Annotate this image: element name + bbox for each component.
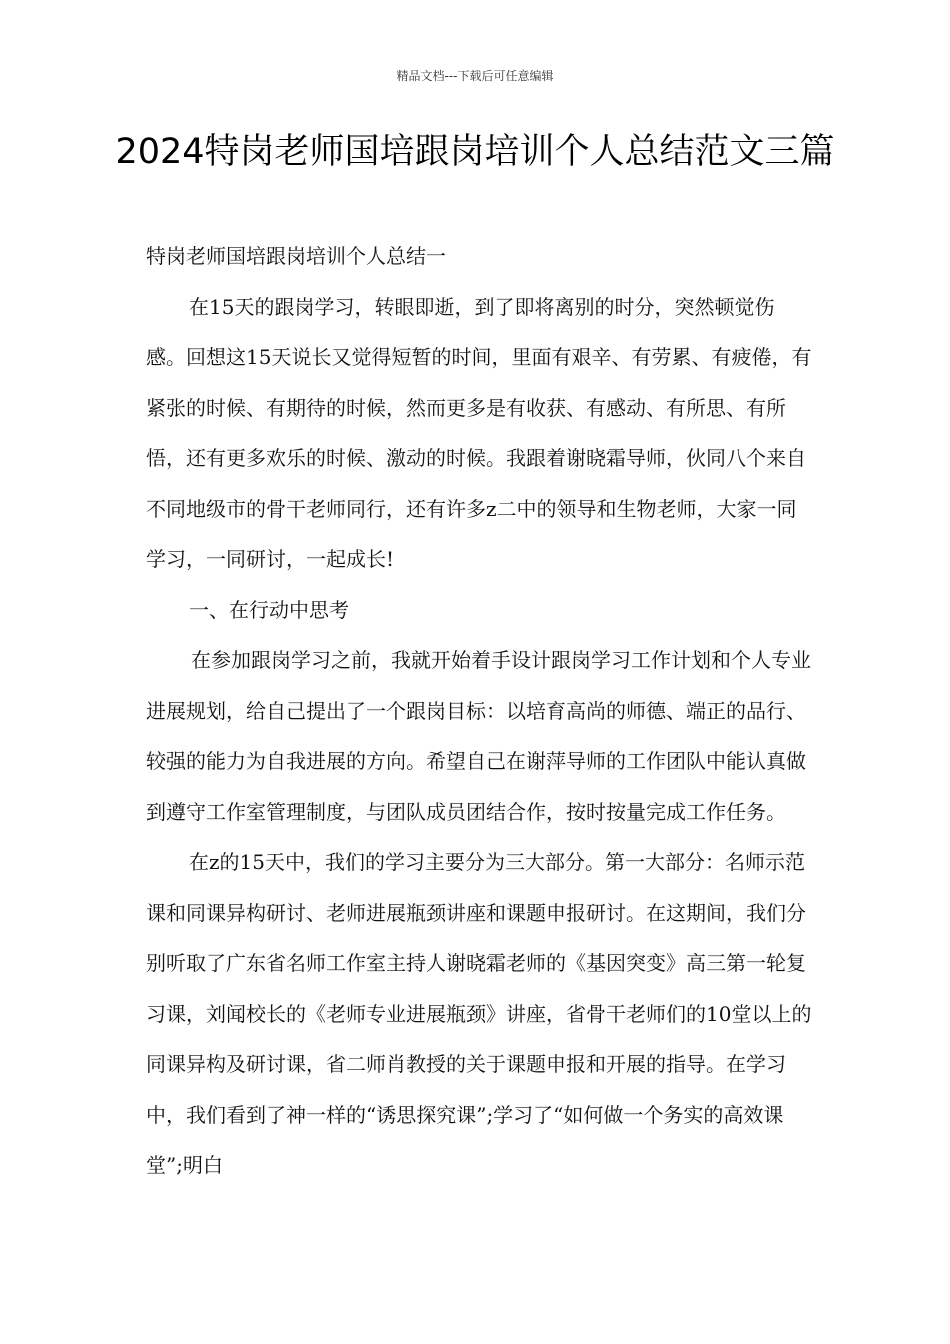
section-heading: 特岗老师国培跟岗培训个人总结一 [146, 244, 446, 268]
header-note: 精品文档---下载后可任意编辑 [396, 69, 554, 83]
paragraph-1: 在15天的跟岗学习，转眼即逝，到了即将离别的时分，突然顿觉伤感。回想这15天说长又觉得短暂的时间，里面有艰辛、有劳累、有疲倦，有紧张的时候、有期待的时候，然而更多是有收获、有感动、有所思、有所悟，还有更多欢乐的时候、激动的时候。我跟着谢晓霜导师，伙同八个来自不同地级市的骨干老师同行，还有许多z二中的领导和生物老师，大家一同学习，一同研讨，一起成长! [146, 294, 812, 571]
paragraph-3: 在z的15天中，我们的学习主要分为三大部分。第一大部分：名师示范课和同课异构研讨、老师进展瓶颈讲座和课题申报研讨。在这期间，我们分别听取了广东省名师工作室主持人谢晓霜老师的《基因突变》高三第一轮复习课，刘闻校长的《老师专业进展瓶颈》讲座，省骨干老师们的10堂以上的同课异构及研讨课，省二师肖教授的关于课题申报和开展的指导。在学习中，我们看到了神一样的“诱思探究课”;学习了“如何做一个务实的高效课堂”;明白 [146, 850, 812, 1177]
document-body [146, 231, 814, 1191]
paragraph-2: 在参加跟岗学习之前，我就开始着手设计跟岗学习工作计划和个人专业进展规划，给自己提出了一个跟岗目标：以培育高尚的师德、端正的品行、较强的能力为自我进展的方向。希望自己在谢萍导师的工作团队中能认真做到遵守工作室管理制度，与团队成员团结合作，按时按量完成工作任务。 [146, 648, 811, 824]
document-title: 2024特岗老师国培跟岗培训个人总结范文三篇 [115, 132, 835, 172]
subheading-1: 一、在行动中思考 [189, 597, 349, 622]
